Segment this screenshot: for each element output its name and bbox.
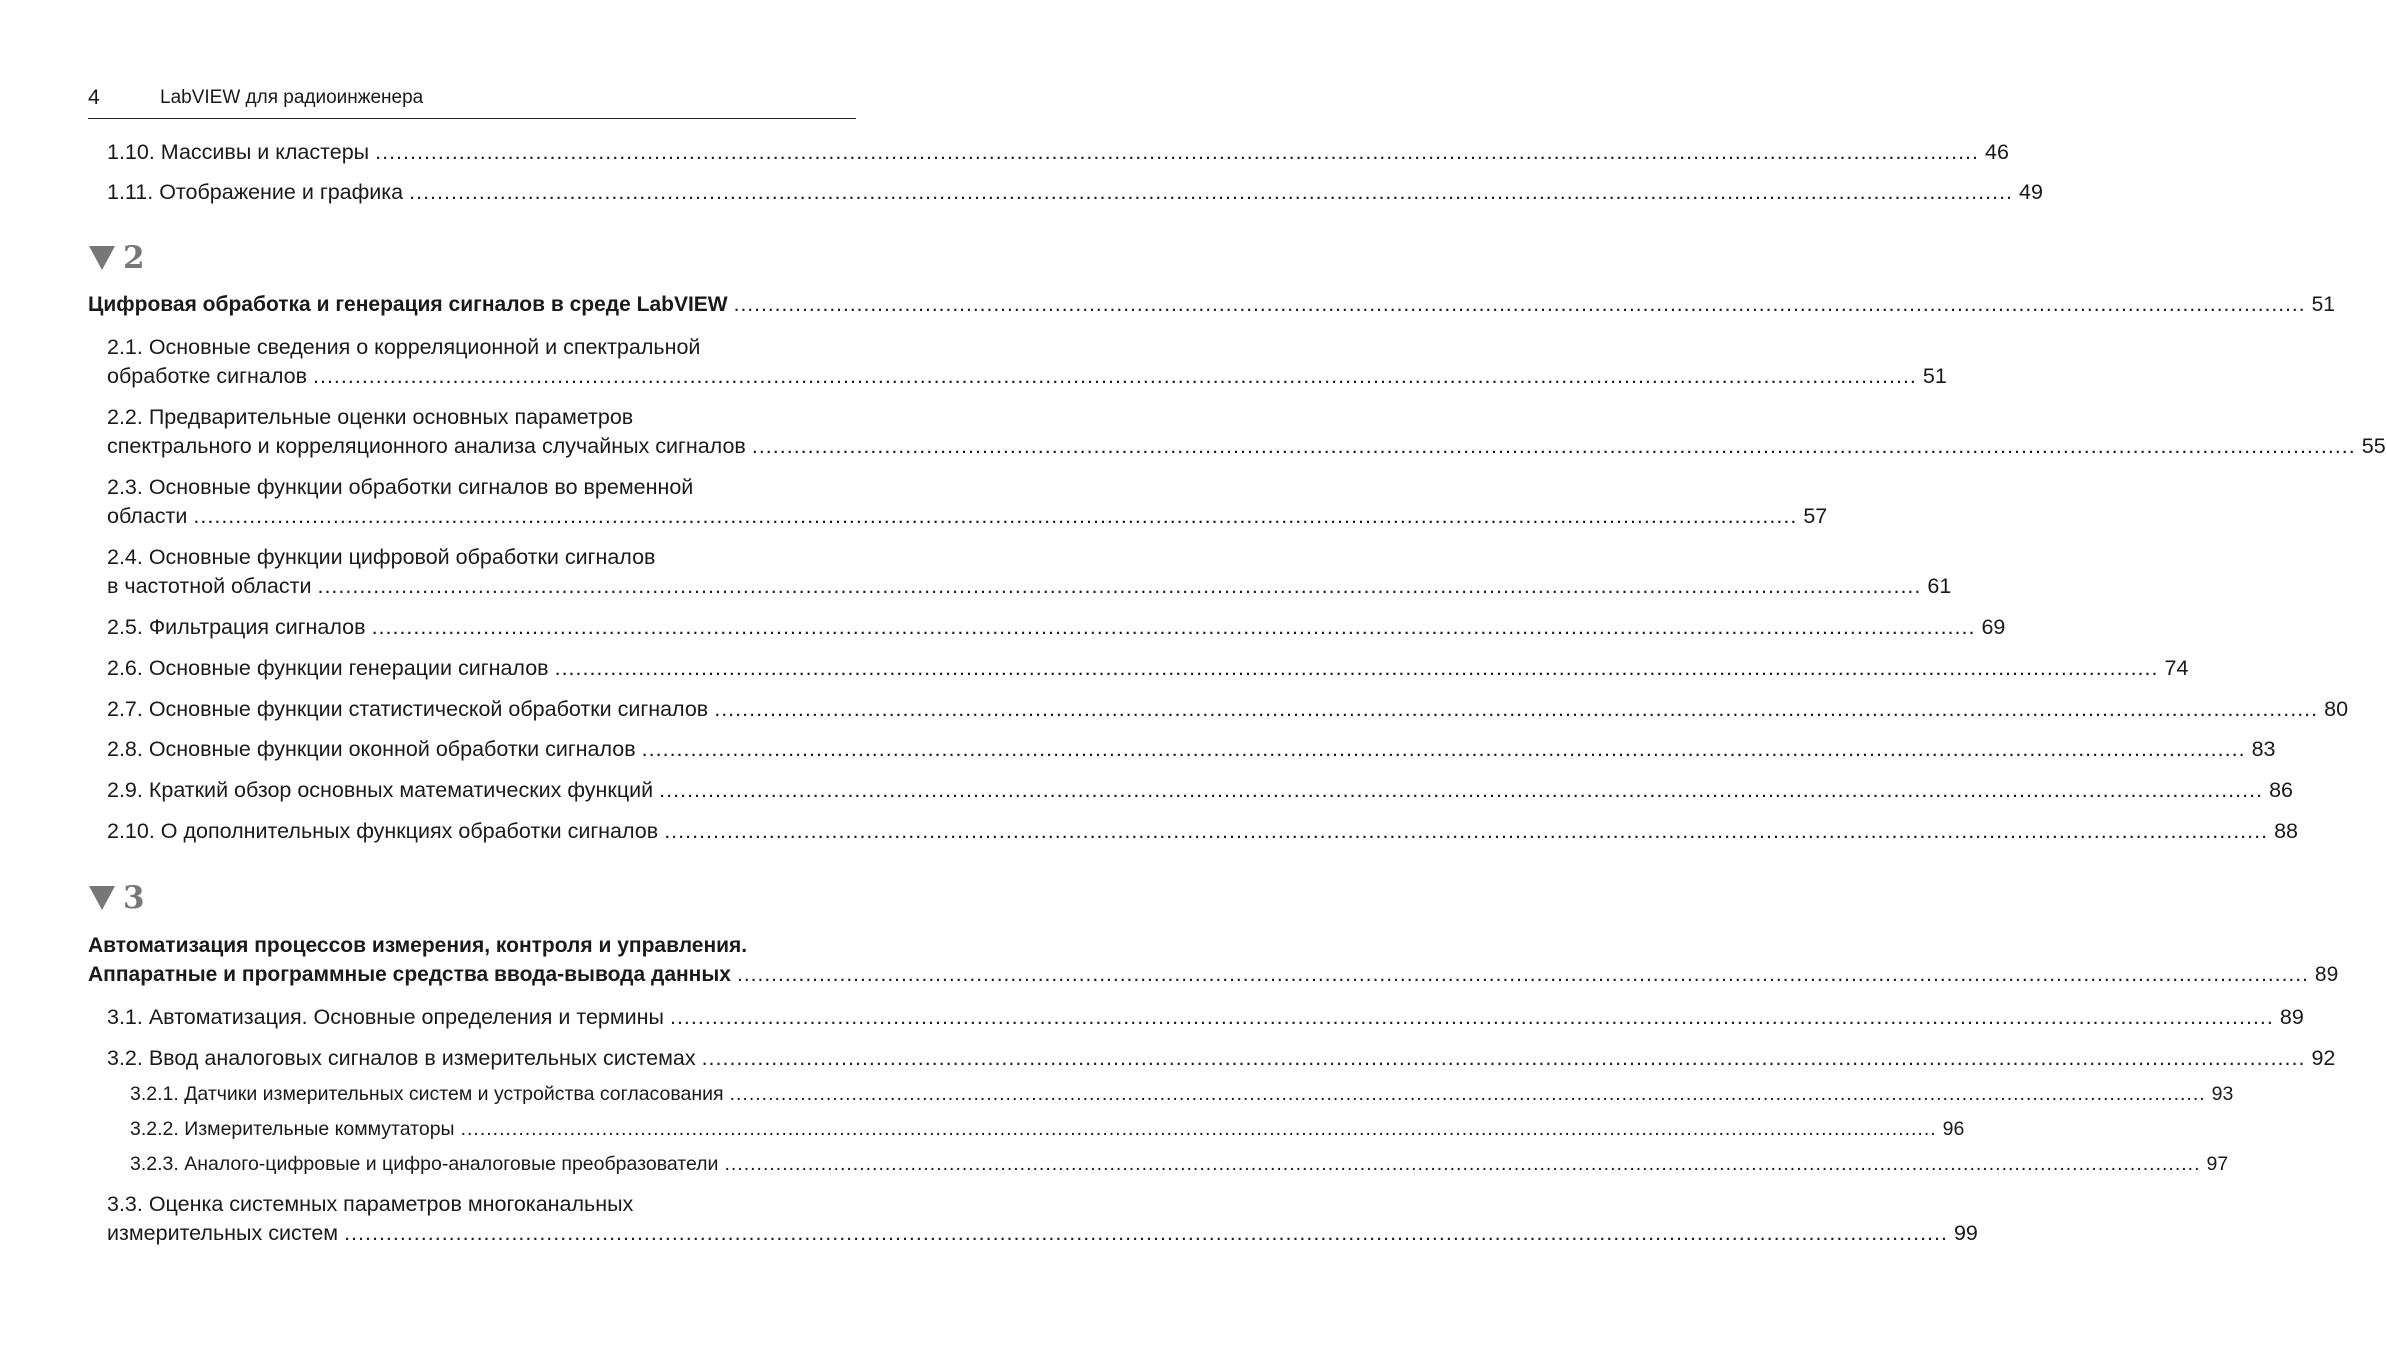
toc-entry-2-4-line1[interactable]: 2.4. Основные функции цифровой обработки сигналов — [107, 545, 656, 569]
leader-dots — [670, 1005, 2274, 1030]
toc-entry-page: 49 — [2019, 180, 2043, 204]
page-number: 4 — [88, 86, 100, 109]
toc-entry-3-2-2[interactable] — [130, 1118, 1965, 1141]
leader-dots — [642, 737, 2246, 762]
toc-entry-page: 92 — [2311, 1046, 2336, 1070]
toc-entry-page: 96 — [1942, 1118, 1965, 1140]
toc-entry-title: 2.6. Основные функции генерации сигналов — [107, 656, 549, 680]
toc-entry-title: 3.2.1. Датчики измерительных систем и устройства согласования — [130, 1083, 724, 1105]
leader-dots — [372, 615, 1976, 640]
toc-entry-2-5[interactable] — [107, 615, 2006, 640]
chapter-number: 3 — [123, 880, 145, 916]
toc-entry-2-2[interactable] — [107, 434, 2386, 459]
triangle-down-icon — [89, 246, 115, 270]
toc-entry-3-2-1[interactable] — [130, 1083, 2234, 1106]
toc-entry-page: 61 — [1927, 574, 1952, 598]
toc-entry-title: 2.8. Основные функции оконной обработки сигналов — [107, 737, 636, 761]
toc-entry-title: 2.7. Основные функции статистической обработки сигналов — [107, 697, 709, 721]
toc-entry-title: 3.2.3. Аналого-цифровые и цифро-аналоговые преобразователи — [130, 1153, 719, 1175]
chapter-3-title-line1[interactable]: Автоматизация процессов измерения, контроля и управления. — [88, 934, 748, 957]
chapter-title: Цифровая обработка и генерация сигналов в среде LabVIEW — [88, 293, 728, 316]
leader-dots — [461, 1118, 1937, 1141]
toc-entry-title: 1.10. Массивы и кластеры — [107, 140, 370, 164]
toc-entry-page: 99 — [1953, 1221, 1978, 1245]
toc-entry-page: 57 — [1803, 504, 1828, 528]
leader-dots — [724, 1153, 2200, 1176]
toc-entry-page: 55 — [2361, 434, 2386, 458]
leader-dots — [659, 778, 2263, 803]
toc-entry-title: 3.1. Автоматизация. Основные определения и термины — [107, 1005, 664, 1029]
toc-entry-title: в частотной области — [107, 574, 312, 598]
toc-entry-2-6[interactable] — [107, 656, 2189, 681]
toc-entry-title: обработке сигналов — [107, 364, 308, 388]
leader-dots — [702, 1046, 2306, 1071]
leader-dots — [752, 434, 2356, 459]
toc-entry-title: 1.11. Отображение и графика — [107, 180, 404, 204]
toc-entry-page: 89 — [2279, 1005, 2304, 1029]
toc-entry-page: 93 — [2211, 1083, 2234, 1105]
toc-entry-2-3[interactable] — [107, 504, 1828, 529]
leader-dots — [344, 1221, 1948, 1246]
toc-entry-title: 3.2.2. Измерительные коммутаторы — [130, 1118, 455, 1140]
toc-entry-1-11[interactable] — [107, 180, 2043, 205]
toc-entry-title: 3.2. Ввод аналоговых сигналов в измерительных системах — [107, 1046, 696, 1070]
toc-entry-title: 2.9. Краткий обзор основных математических функций — [107, 778, 654, 802]
toc-entry-title: измерительных систем — [107, 1221, 339, 1245]
toc-entry-2-2-line1[interactable]: 2.2. Предварительные оценки основных параметров — [107, 405, 634, 429]
toc-entry-page: 74 — [2164, 656, 2189, 680]
toc-entry-3-3[interactable] — [107, 1221, 1978, 1246]
toc-entry-page: 46 — [1985, 140, 2009, 164]
toc-entry-1-10[interactable] — [107, 140, 2009, 165]
chapter-3-title[interactable] — [88, 963, 2339, 987]
toc-entry-2-1-line1[interactable]: 2.1. Основные сведения о корреляционной и спектральной — [107, 335, 701, 359]
toc-entry-title: 2.5. Фильтрация сигналов — [107, 615, 366, 639]
toc-entry-2-3-line1[interactable]: 2.3. Основные функции обработки сигналов во временной — [107, 475, 694, 499]
leader-dots — [313, 364, 1917, 389]
toc-entry-2-4[interactable] — [107, 574, 1952, 599]
toc-entry-3-2[interactable] — [107, 1046, 2336, 1071]
toc-entry-page: 97 — [2206, 1153, 2229, 1175]
chapter-number: 2 — [123, 240, 145, 276]
toc-entry-page: 51 — [1922, 364, 1947, 388]
toc-entry-page: 83 — [2251, 737, 2276, 761]
triangle-down-icon — [89, 886, 115, 910]
toc-entry-title: 2.10. О дополнительных функциях обработки сигналов — [107, 819, 659, 843]
toc-entry-3-3-line1[interactable]: 3.3. Оценка системных параметров многоканальных — [107, 1192, 634, 1216]
leader-dots — [734, 293, 2306, 317]
toc-entry-title: области — [107, 504, 188, 528]
chapter-2-marker — [89, 240, 145, 276]
toc-entry-3-2-3[interactable] — [130, 1153, 2229, 1176]
toc-entry-page: 86 — [2269, 778, 2293, 802]
leader-dots — [730, 1083, 2206, 1106]
leader-dots — [664, 819, 2268, 844]
leader-dots — [555, 656, 2159, 681]
chapter-page: 51 — [2311, 293, 2335, 316]
leader-dots — [317, 574, 1921, 599]
toc-entry-2-10[interactable] — [107, 819, 2298, 844]
leader-dots — [714, 697, 2318, 722]
toc-entry-2-8[interactable] — [107, 737, 2276, 762]
running-title: LabVIEW для радиоинженера — [160, 87, 424, 108]
page-header — [88, 86, 856, 119]
leader-dots — [737, 963, 2309, 987]
toc-entry-2-9[interactable] — [107, 778, 2293, 803]
toc-entry-page: 80 — [2324, 697, 2349, 721]
leader-dots — [193, 504, 1797, 529]
toc-entry-page: 88 — [2274, 819, 2298, 843]
toc-entry-2-7[interactable] — [107, 697, 2349, 722]
toc-entry-2-1[interactable] — [107, 364, 1947, 389]
chapter-page: 89 — [2314, 963, 2339, 986]
chapter-3-marker — [89, 880, 145, 916]
chapter-2-title[interactable] — [88, 293, 2335, 317]
toc-entry-page: 69 — [1981, 615, 2006, 639]
toc-entry-3-1[interactable] — [107, 1005, 2304, 1030]
leader-dots — [375, 140, 1979, 165]
toc-entry-title: спектрального и корреляционного анализа случайных сигналов — [107, 434, 746, 458]
leader-dots — [409, 180, 2013, 205]
chapter-title: Аппаратные и программные средства ввода-вывода данных — [88, 963, 731, 986]
